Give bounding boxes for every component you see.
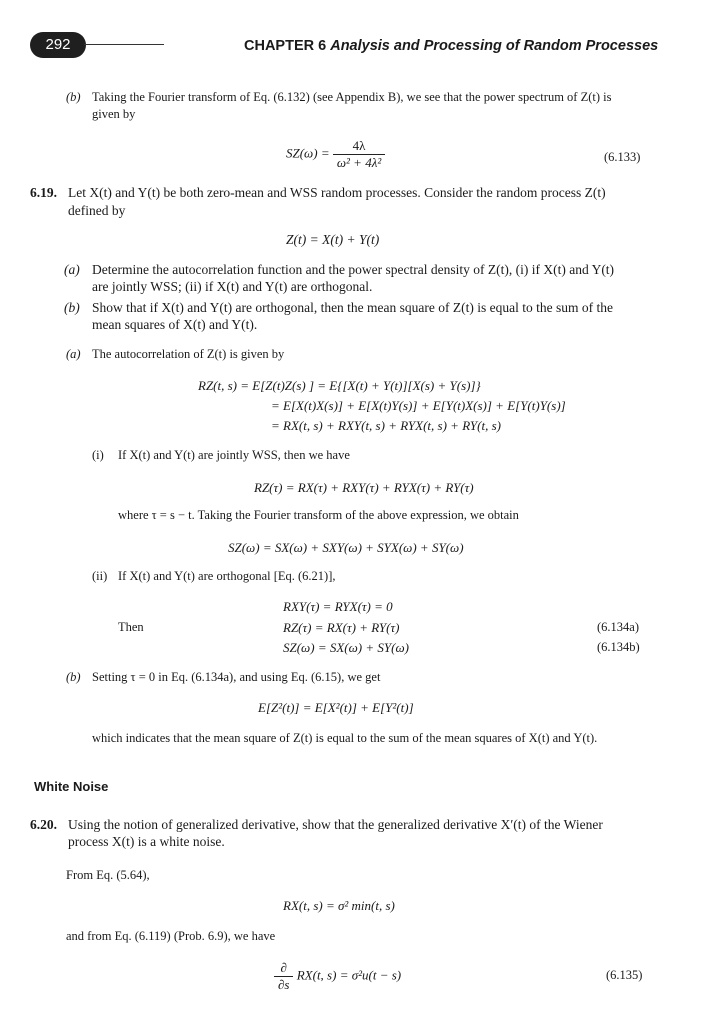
question-b-line1: Show that if X(t) and Y(t) are orthogonal, then the mean square of Z(t) is equal to the sum of the: [92, 300, 613, 315]
part-b-line2: given by: [92, 107, 136, 121]
rz-tau-equation: RZ(τ) = RX(τ) + RXY(τ) + RYX(τ) + RY(τ): [254, 480, 474, 495]
question-a-label: (a): [64, 262, 80, 277]
problem-number-6-19: 6.19.: [30, 185, 57, 200]
header-rule: [84, 44, 164, 45]
partial-denominator: ∂s: [278, 977, 290, 992]
solution-b-text: Setting τ = 0 in Eq. (6.134a), and using Eq. (6.15), we get: [92, 670, 381, 684]
solution-b-conclusion: which indicates that the mean square of Z(t) is equal to the sum of the mean squares of X(t) and Y(t).: [92, 731, 598, 745]
where-text: where τ = s − t. Taking the Fourier transform of the above expression, we obtain: [118, 508, 519, 522]
eq-6-133: [286, 138, 385, 171]
chapter-header: [244, 38, 658, 54]
eq-lhs: SZ(ω) =: [286, 145, 330, 161]
problem-6-19-line1: Let X(t) and Y(t) be both zero-mean and WSS random processes. Consider the random process Z(t): [68, 185, 606, 200]
case-ii-label: (ii): [92, 569, 108, 583]
eq-numerator: 4λ: [333, 138, 385, 155]
eq-6-134b: SZ(ω) = SX(ω) + SY(ω): [283, 640, 409, 655]
and-from-text: and from Eq. (6.119) (Prob. 6.9), we have: [66, 929, 276, 943]
eq-6-135: [274, 960, 401, 993]
rx-equation: RX(t, s) = σ² min(t, s): [283, 898, 395, 913]
question-a-line1: Determine the autocorrelation function and the power spectral density of Z(t), (i) if X(t) and Y(t): [92, 262, 615, 277]
partial-derivative: [274, 960, 293, 993]
eq-number-6-135: (6.135): [606, 968, 643, 982]
solution-a-text: The autocorrelation of Z(t) is given by: [92, 347, 285, 361]
part-b-label: (b): [66, 90, 81, 104]
question-b-line2: mean squares of X(t) and Y(t).: [92, 317, 258, 332]
eq-denominator: ω² + 4λ²: [336, 155, 382, 170]
eq-fraction: [333, 138, 385, 171]
sz-equation: SZ(ω) = SX(ω) + SXY(ω) + SYX(ω) + SY(ω): [228, 540, 464, 555]
question-b-label: (b): [64, 300, 80, 315]
problem-number-6-20: 6.20.: [30, 817, 57, 832]
question-a-line2: are jointly WSS; (ii) if X(t) and Y(t) are orthogonal.: [92, 279, 373, 294]
case-i-label: (i): [92, 448, 104, 462]
deriv-rhs: RX(t, s) = σ²u(t − s): [296, 967, 402, 983]
eq-z-definition: Z(t) = X(t) + Y(t): [286, 232, 380, 247]
eq-6-134a: RZ(τ) = RX(τ) + RY(τ): [283, 620, 400, 635]
problem-6-19-line2: defined by: [68, 203, 126, 218]
case-ii-text: If X(t) and Y(t) are orthogonal [Eq. (6.21)],: [118, 569, 336, 583]
case-i-text: If X(t) and Y(t) are jointly WSS, then we have: [118, 448, 350, 462]
rz-line2: = E[X(t)X(s)] + E[X(t)Y(s)] + E[Y(t)X(s)] + E[Y(t)Y(s)]: [271, 398, 566, 413]
eq-number-6-133: (6.133): [604, 150, 641, 164]
solution-b-label: (b): [66, 670, 81, 684]
section-title: White Noise: [34, 779, 109, 794]
orthogonal-equation: RXY(τ) = RYX(τ) = 0: [283, 599, 393, 614]
solution-a-label: (a): [66, 347, 81, 361]
mean-square-equation: E[Z²(t)] = E[X²(t)] + E[Y²(t)]: [258, 700, 414, 715]
rz-line1: RZ(t, s) = E[Z(t)Z(s) ] = E{[X(t) + Y(t)][X(s) + Y(s)]}: [198, 378, 481, 393]
eq-number-6-134b: (6.134b): [597, 640, 640, 654]
chapter-label: CHAPTER 6: [244, 38, 327, 54]
problem-6-20-line1: Using the notion of generalized derivative, show that the generalized derivative X′(t) of the Wiener: [68, 817, 603, 832]
page-number-badge: 292: [30, 32, 86, 58]
chapter-title: Analysis and Processing of Random Processes: [330, 38, 659, 54]
partial-numerator: ∂: [274, 960, 293, 977]
eq-number-6-134a: (6.134a): [597, 620, 639, 634]
part-b-line1: Taking the Fourier transform of Eq. (6.132) (see Appendix B), we see that the power spectrum of Z(t) is: [92, 90, 612, 104]
rz-line3: = RX(t, s) + RXY(t, s) + RYX(t, s) + RY(t, s): [271, 418, 501, 433]
problem-6-20-line2: process X(t) is a white noise.: [68, 834, 225, 849]
then-label: Then: [118, 620, 144, 634]
from-eq-text: From Eq. (5.64),: [66, 868, 150, 882]
